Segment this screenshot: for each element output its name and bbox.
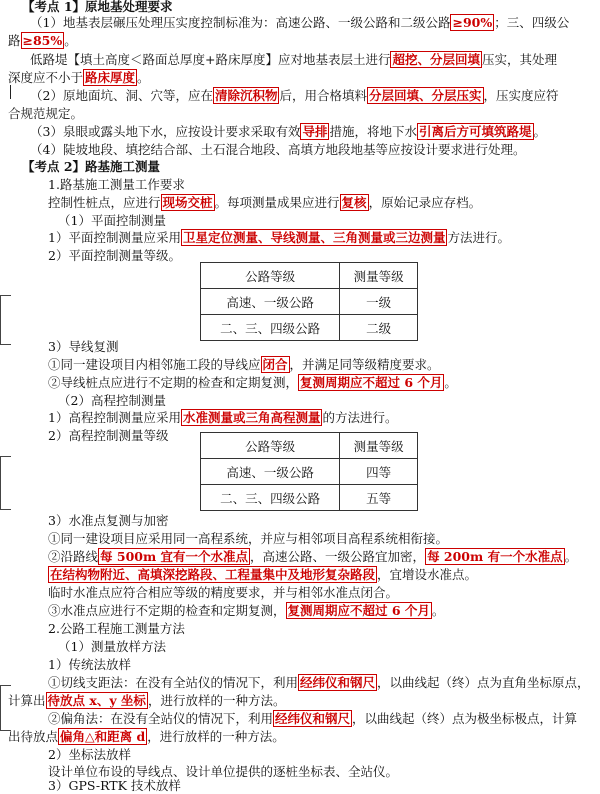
paragraph: （4）陡坡地段、填挖结合部、土石混合地段、高填方地段地基等应按设计要求进行处理。: [30, 142, 526, 157]
paragraph: 合规范规定。: [8, 106, 84, 121]
table-header-cell: 测量等级: [340, 263, 418, 289]
paragraph: 设计单位布设的导线点、设计单位提供的逐桩坐标表、全站仪。: [48, 764, 399, 779]
table-cell: 一级: [340, 289, 418, 315]
paragraph: 2）平面控制测量等级。: [48, 248, 181, 263]
subheading: （1）平面控制测量: [58, 213, 166, 228]
paragraph: 路 ≥85% 。: [8, 33, 77, 48]
paragraph: 1）平面控制测量应采用 卫星定位测量、导线测量、三角测量或三边测量 方法进行。: [48, 230, 510, 245]
paragraph: （2）原地面坑、洞、穴等，应在 清除沉积物 后，用合格填料 分层回填、分层压实 ，压实度应符: [30, 88, 559, 103]
paragraph: 计算出 待放点 x、y 坐标 ，进行放样的一种方法。: [8, 693, 286, 708]
paragraph: 1）传统法放样: [48, 657, 131, 672]
paragraph: ②导线桩点应进行不定期的检查和定期复测， 复测周期应不超过 6 个月 。: [48, 375, 457, 390]
paragraph: 控制性桩点，应进行 现场交桩 。每项测量成果应进行 复核 ，原始记录应存档。: [48, 195, 482, 210]
paragraph: ①切线支距法：在没有全站仪的情况下，利用 经纬仪和钢尺 ，以曲线起（终）点为直角坐标原点，: [48, 675, 590, 690]
table-row: [201, 485, 418, 511]
table-header-cell: 测量等级: [340, 433, 418, 459]
table-cell: 二级: [340, 315, 418, 341]
paragraph: 1）高程控制测量应采用 水准测量或三角高程测量 的方法进行。: [48, 410, 398, 425]
table-cell: 五等: [340, 485, 418, 511]
paragraph: 低路堤【填土高度＜路面总厚度+路床厚度】应对地基表层土进行 超挖、分层回填 压实，其处理: [30, 52, 558, 67]
subheading: 1.路基施工测量工作要求: [48, 177, 185, 192]
paragraph: 2）坐标法放样: [48, 747, 131, 762]
paragraph: ②偏角法：在没有全站仪的情况下，利用 经纬仪和钢尺 ，以曲线起（终）点为极坐标极点，计算: [48, 711, 578, 726]
paragraph: 2）高程控制测量等级: [48, 428, 169, 443]
section-title: 【考点 2】路基施工测量: [22, 159, 161, 174]
table-cell: 高速、一级公路: [201, 459, 340, 485]
paragraph: 3）导线复测: [48, 339, 119, 354]
paragraph: ①同一建设项目应采用同一高程系统，并应与相邻项目高程系统相衔接。: [48, 531, 449, 546]
margin-mark: [10, 85, 11, 99]
table-header-cell: 公路等级: [201, 433, 340, 459]
paragraph: 深度应不小于 路床厚度 。: [8, 70, 150, 85]
table-cell: 二、三、四级公路: [201, 485, 340, 511]
subheading: 2.公路工程施工测量方法: [48, 621, 185, 636]
paragraph: 出待放点 偏角△和距离 d ，进行放样的一种方法。: [8, 729, 285, 744]
paragraph: ①同一建设项目内相邻施工段的导线应 闭合 ，并满足同等级精度要求。: [48, 357, 440, 372]
paragraph: 临时水准点应符合相应等级的精度要求，并与相邻水准点闭合。: [48, 585, 399, 600]
paragraph: 3）GPS-RTK 技术放样: [48, 778, 181, 793]
survey-grade-table-plane: [200, 262, 418, 341]
table-cell: 高速、一级公路: [201, 289, 340, 315]
survey-grade-table-elevation: [200, 432, 418, 511]
table-cell: 四等: [340, 459, 418, 485]
paragraph: ②沿路线 每 500m 宜有一个水准点 ，高速公路、一级公路宜加密， 每 200m 有一个水准点 。: [48, 549, 578, 564]
subheading: （1）测量放样方法: [58, 639, 166, 654]
table-row: [201, 289, 418, 315]
paragraph: （3）泉眼或露头地下水，应按设计要求采取有效 导排 措施，将地下水 引离后方可填筑路堤 。: [30, 124, 547, 139]
paragraph: ③水准点应进行不定期的检查和定期复测， 复测周期应不超过 6 个月 。: [48, 603, 445, 618]
table-cell: 二、三、四级公路: [201, 315, 340, 341]
table-header-row: [201, 433, 418, 459]
margin-bracket: [0, 295, 11, 345]
table-header-cell: 公路等级: [201, 263, 340, 289]
margin-bracket: [0, 456, 11, 510]
paragraph: 3）水准点复测与加密: [48, 513, 169, 528]
table-row: [201, 315, 418, 341]
table-header-row: [201, 263, 418, 289]
section-title: 【考点 1】原地基处理要求: [22, 0, 173, 14]
paragraph: 在结构物附近、高填深挖路段、工程量集中及地形复杂路段 ，宜增设水准点。: [50, 567, 478, 582]
paragraph: （1）地基表层碾压处理压实度控制标准为：高速公路、一级公路和二级公路 ≥90% ；三、四级公: [30, 15, 570, 30]
subheading: （2）高程控制测量: [58, 393, 166, 408]
table-row: [201, 459, 418, 485]
